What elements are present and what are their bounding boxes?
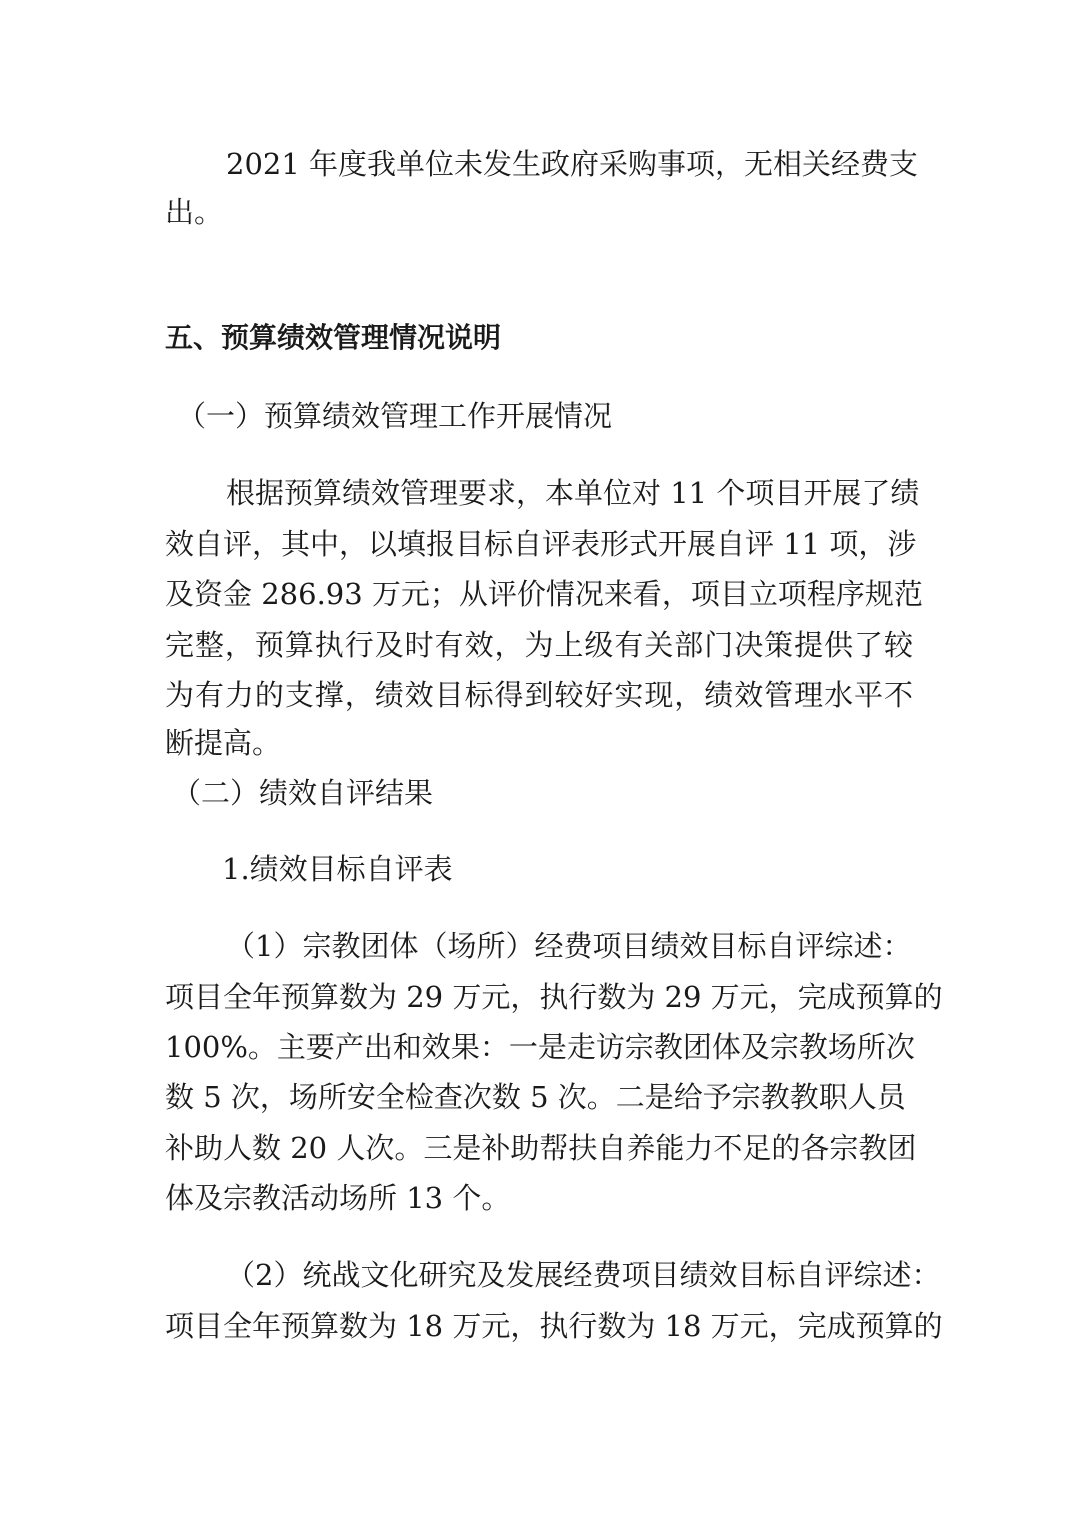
p2-line-1: （2）统战文化研究及发展经费项目绩效目标自评综述：	[226, 1258, 941, 1292]
sub1-para-line-5: 为有力的支撑，绩效目标得到较好实现，绩效管理水平不	[165, 678, 913, 712]
subsection-1-heading: （一）预算绩效管理工作开展情况	[177, 399, 613, 433]
p1-line-1: （1）宗教团体（场所）经费项目绩效目标自评综述：	[226, 929, 912, 963]
sub1-para-line-3: 及资金 286.93 万元；从评价情况来看，项目立项程序规范	[165, 577, 923, 611]
procurement-line-2: 出。	[165, 195, 224, 229]
p1-line-6: 体及宗教活动场所 13 个。	[165, 1181, 511, 1215]
p1-line-4: 数 5 次，场所安全检查次数 5 次。二是给予宗教教职人员	[165, 1080, 906, 1114]
p1-line-2: 项目全年预算数为 29 万元，执行数为 29 万元，完成预算的	[165, 980, 943, 1014]
procurement-line-1: 2021 年度我单位未发生政府采购事项，无相关经费支	[226, 147, 919, 181]
sub1-para-line-4: 完整，预算执行及时有效，为上级有关部门决策提供了较	[165, 628, 913, 662]
sub1-para-line-6: 断提高。	[165, 726, 282, 760]
p1-line-5: 补助人数 20 人次。三是补助帮扶自养能力不足的各宗教团	[165, 1131, 917, 1165]
item-1-heading: 1.绩效目标自评表	[222, 852, 453, 886]
sub1-para-line-2: 效自评，其中，以填报目标自评表形式开展自评 11 项，涉	[165, 527, 917, 561]
section-5-heading: 五、预算绩效管理情况说明	[165, 321, 502, 354]
p1-line-3: 100%。主要产出和效果：一是走访宗教团体及宗教场所次	[165, 1030, 915, 1064]
p2-line-2: 项目全年预算数为 18 万元，执行数为 18 万元，完成预算的	[165, 1309, 943, 1343]
subsection-2-heading: （二）绩效自评结果	[172, 776, 434, 810]
sub1-para-line-1: 根据预算绩效管理要求，本单位对 11 个项目开展了绩	[226, 476, 920, 510]
